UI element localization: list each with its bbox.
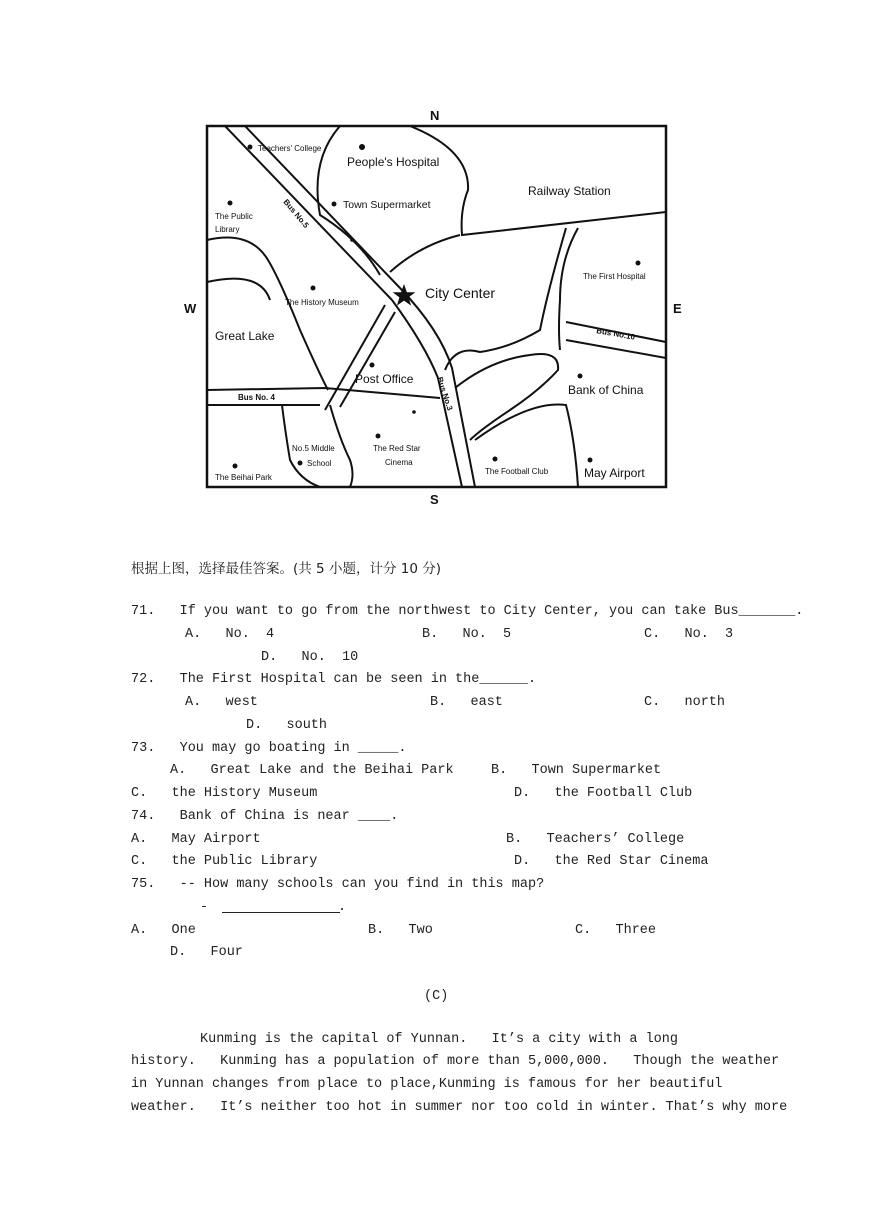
city-map xyxy=(180,100,690,510)
passage-line-1: Kunming is the capital of Yunnan. It’s a city with a long xyxy=(200,1032,678,1047)
label-great-lake: Great Lake xyxy=(215,329,275,343)
option-74-b: B. Teachers’ College xyxy=(506,832,685,847)
option-75-d: D. Four xyxy=(170,945,243,960)
label-peoples-hospital: People's Hospital xyxy=(347,155,440,169)
label-post-office: Post Office xyxy=(355,372,414,386)
option-72-a: A. west xyxy=(185,695,258,710)
option-71-b: B. No. 5 xyxy=(422,627,512,642)
option-71-a: A. No. 4 xyxy=(185,627,275,642)
label-red-star-2: Cinema xyxy=(385,458,413,467)
label-no5-school-2: School xyxy=(307,459,332,468)
answer-75-dash: - xyxy=(200,900,209,915)
option-74-a: A. May Airport xyxy=(131,832,261,847)
label-first-hospital: The First Hospital xyxy=(583,272,646,281)
option-71-d: D. No. 10 xyxy=(261,650,359,665)
label-bank-of-china: Bank of China xyxy=(568,383,644,397)
option-74-d: D. the Red Star Cinema xyxy=(514,854,709,869)
option-73-b: B. Town Supermarket xyxy=(491,763,662,778)
question-74: 74. Bank of China is near ____. xyxy=(131,809,399,824)
option-75-a: A. One xyxy=(131,923,196,938)
label-red-star-1: The Red Star xyxy=(373,444,421,453)
passage-line-4: weather. It’s neither too hot in summer nor too cold in winter. That’s why more xyxy=(131,1100,788,1115)
option-71-c: C. No. 3 xyxy=(644,627,734,642)
option-73-a: A. Great Lake and the Beihai Park xyxy=(170,763,454,778)
label-public-library-1: The Public xyxy=(215,212,253,221)
option-72-b: B. east xyxy=(430,695,503,710)
option-74-c: C. the Public Library xyxy=(131,854,318,869)
option-72-c: C. north xyxy=(644,695,726,710)
option-73-d: D. the Football Club xyxy=(514,786,693,801)
label-bus-no3: Bus No.3 xyxy=(435,375,455,412)
compass-north: N xyxy=(430,108,440,123)
label-railway-station: Railway Station xyxy=(528,184,611,198)
label-history-museum: The History Museum xyxy=(285,298,359,307)
question-71: 71. If you want to go from the northwest to City Center, you can take Bus_______. xyxy=(131,604,804,619)
label-no5-school-1: No.5 Middle xyxy=(292,444,335,453)
compass-east: E xyxy=(673,301,682,316)
option-75-b: B. Two xyxy=(368,923,433,938)
option-75-c: C. Three xyxy=(575,923,657,938)
label-bus-no4: Bus No. 4 xyxy=(238,393,275,402)
question-73: 73. You may go boating in _____. xyxy=(131,741,407,756)
answer-75-period: . xyxy=(338,900,347,915)
label-town-supermarket: Town Supermarket xyxy=(343,199,431,211)
compass-west: W xyxy=(184,301,197,316)
question-72: 72. The First Hospital can be seen in the______. xyxy=(131,672,537,687)
section-heading: (C) xyxy=(424,989,449,1004)
map-roads xyxy=(207,126,666,487)
label-city-center: City Center xyxy=(425,285,496,301)
label-bus-no10: Bus No.10 xyxy=(595,326,636,342)
question-75: 75. -- How many schools can you find in this map? xyxy=(131,877,545,892)
label-bus-no5: Bus No.5 xyxy=(281,197,311,230)
option-72-d: D. south xyxy=(246,718,328,733)
label-beihai-park: The Beihai Park xyxy=(215,473,272,482)
passage-line-3: in Yunnan changes from place to place,Kunming is famous for her beautiful xyxy=(131,1077,723,1092)
option-73-c: C. the History Museum xyxy=(131,786,318,801)
label-may-airport: May Airport xyxy=(584,466,645,480)
passage-line-2: history. Kunming has a population of more than 5,000,000. Though the weather xyxy=(131,1054,780,1069)
label-teachers-college: Teachers' College xyxy=(258,144,322,153)
label-public-library-2: Library xyxy=(215,225,240,234)
answer-75-blank xyxy=(222,900,340,913)
instructions: 根据上图，选择最佳答案。(共 5 小题，计分 10 分) xyxy=(131,561,441,577)
label-football-club: The Football Club xyxy=(485,467,549,476)
compass-south: S xyxy=(430,492,439,507)
